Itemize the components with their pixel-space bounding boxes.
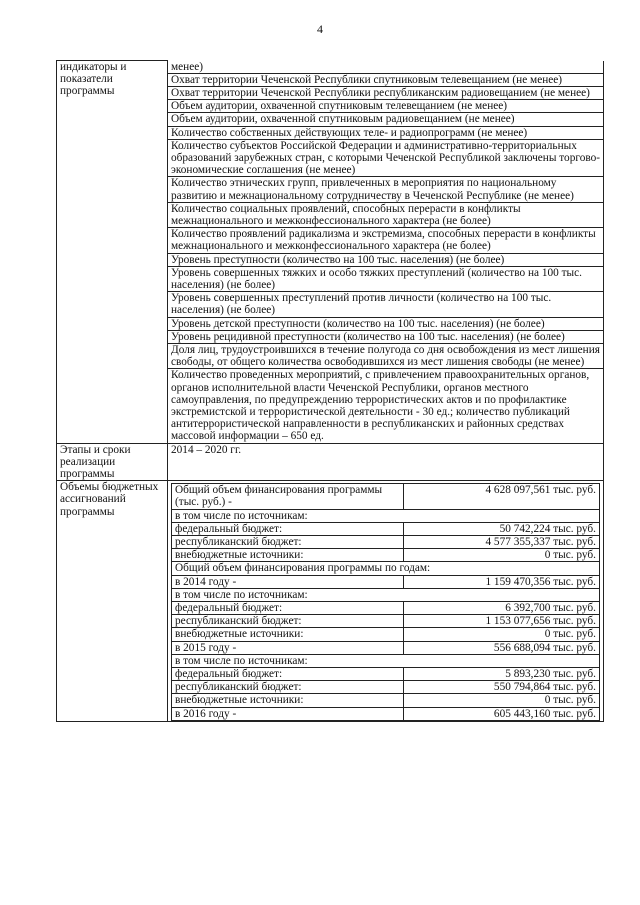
ext-label: внебюджетные источники:: [172, 628, 404, 641]
indicator-row: менее): [168, 61, 604, 74]
rep-value: 550 794,864 тыс. руб.: [404, 681, 600, 694]
ext-value: 0 тыс. руб.: [404, 628, 600, 641]
year-2016-value: 605 443,160 тыс. руб.: [404, 707, 600, 720]
indicator-row: Количество этнических групп, привлеченных в мероприятия по национальному развитию и межнациональному сотрудничеству в Чеченской Республике (не менее): [168, 177, 604, 202]
fed-value: 50 742,224 тыс. руб.: [404, 522, 600, 535]
rep-label: республиканский бюджет:: [172, 681, 404, 694]
by-years-label: Общий объем финансирования программы по годам:: [172, 562, 600, 575]
fed-value: 6 392,700 тыс. руб.: [404, 602, 600, 615]
year-2016-label: в 2016 году -: [172, 707, 404, 720]
page-number: 4: [317, 22, 323, 36]
indicator-row: Количество социальных проявлений, способных перерасти в конфликты межнационального и межконфессионального характера (не более): [168, 202, 604, 227]
finance-sources-label: в том числе по источникам:: [172, 509, 600, 522]
finance-cell: [168, 481, 604, 722]
year-2014-label: в 2014 году -: [172, 575, 404, 588]
ext-value: 0 тыс. руб.: [404, 549, 600, 562]
ext-value: 0 тыс. руб.: [404, 694, 600, 707]
ext-label: внебюджетные источники:: [172, 549, 404, 562]
sources-label: в том числе по источникам:: [172, 588, 600, 601]
indicator-row: Уровень детской преступности (количество на 100 тыс. населения) (не более): [168, 317, 604, 330]
indicator-row: Количество проявлений радикализма и экстремизма, способных перерасти в конфликты межнационального и межконфессионального характера (не более): [168, 228, 604, 253]
indicator-row: Уровень преступности (количество на 100 тыс. населения) (не более): [168, 253, 604, 266]
finance-total-label: Общий объем финансирования программы (тыс. руб.) -: [172, 484, 404, 509]
indicator-row: Уровень совершенных преступлений против личности (количество на 100 тыс. населения) (не более): [168, 292, 604, 317]
year-2015-value: 556 688,094 тыс. руб.: [404, 641, 600, 654]
indicator-row: Уровень совершенных тяжких и особо тяжких преступлений (количество на 100 тыс. населения) (не более): [168, 266, 604, 291]
sources-label: в том числе по источникам:: [172, 654, 600, 667]
budget-label: Объемы бюджетных ассигнований программы: [57, 481, 168, 722]
rep-label: республиканский бюджет:: [172, 536, 404, 549]
passport-table-container: [56, 60, 604, 722]
indicator-row: Количество проведенных мероприятий, с привлечением правоохранительных органов, органов исполнительной власти Чеченской Республики, органов местного самоуправления, по предупреждению террористических актов и по профилактике экстремистской и террористической деятельности - 30 ед.; количество публикаций антитеррористической направленности в республиканских и районных средствах массовой информации – 650 ед.: [168, 369, 604, 443]
fed-label: федеральный бюджет:: [172, 668, 404, 681]
stages-label: Этапы и сроки реализации программы: [57, 443, 168, 481]
ext-label: внебюджетные источники:: [172, 694, 404, 707]
passport-table: [56, 60, 604, 722]
indicator-row: Объем аудитории, охваченной спутниковым радиовещанием (не менее): [168, 113, 604, 126]
fed-label: федеральный бюджет:: [172, 602, 404, 615]
finance-table: [171, 483, 600, 721]
rep-label: республиканский бюджет:: [172, 615, 404, 628]
year-2014-value: 1 159 470,356 тыс. руб.: [404, 575, 600, 588]
indicator-row: Количество собственных действующих теле- и радиопрограмм (не менее): [168, 126, 604, 139]
year-2015-label: в 2015 году -: [172, 641, 404, 654]
fed-label: федеральный бюджет:: [172, 522, 404, 535]
indicator-row: Объем аудитории, охваченной спутниковым телевещанием (не менее): [168, 100, 604, 113]
indicators-label: индикаторы и показатели программы: [57, 61, 168, 444]
rep-value: 4 577 355,337 тыс. руб.: [404, 536, 600, 549]
indicator-row: Охват территории Чеченской Республики республиканским радиовещанием (не менее): [168, 86, 604, 99]
indicator-row: Охват территории Чеченской Республики спутниковым телевещанием (не менее): [168, 73, 604, 86]
finance-total-value: 4 628 097,561 тыс. руб.: [404, 484, 600, 509]
stages-value: 2014 – 2020 гг.: [168, 443, 604, 481]
fed-value: 5 893,230 тыс. руб.: [404, 668, 600, 681]
indicator-row: Доля лиц, трудоустроившихся в течение полугода со дня освобождения из мест лишения свободы, от общего количества освободившихся из мест лишения свободы (не менее): [168, 343, 604, 368]
rep-value: 1 153 077,656 тыс. руб.: [404, 615, 600, 628]
indicator-row: Количество субъектов Российской Федерации и административно-территориальных образований зарубежных стран, с которыми Чеченской Республикой заключены торгово-экономические соглашения (не менее): [168, 139, 604, 177]
indicator-row: Уровень рецидивной преступности (количество на 100 тыс. населения) (не более): [168, 330, 604, 343]
